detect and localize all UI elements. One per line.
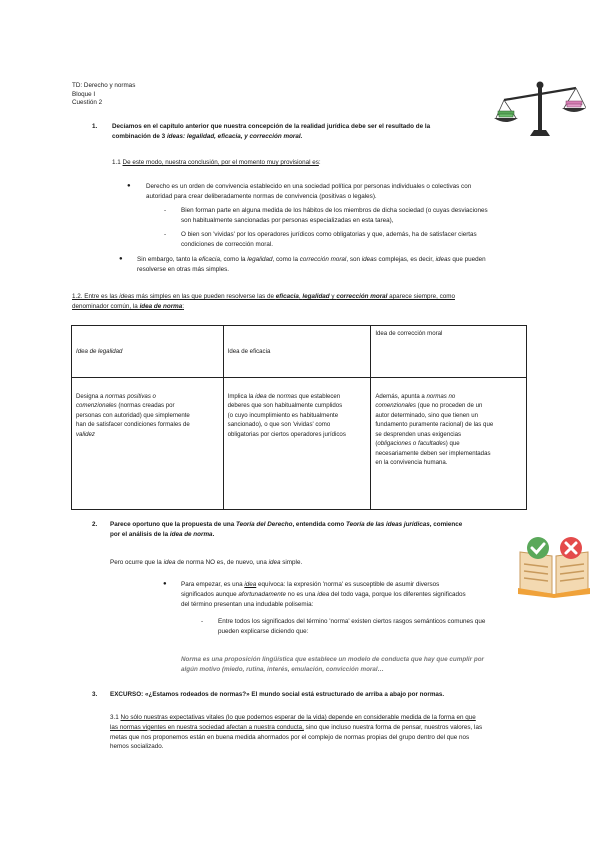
section-2-p2	[110, 558, 302, 568]
header-eficacia: Idea de eficacia	[223, 326, 371, 378]
t-underlined: las normas vigentes en nuestra sociedad afectan a nuestra conducta,	[110, 723, 304, 731]
t-eficacia: eficacia	[198, 256, 220, 263]
subsection-1-2-line2	[72, 302, 532, 312]
l	[228, 392, 367, 401]
t: Sin embargo, tanto la	[137, 256, 199, 263]
definition-bullet	[146, 182, 536, 202]
section-2-line1	[110, 520, 510, 530]
t-afortunadamente: afortunadamente	[238, 590, 287, 598]
t: , comience	[429, 521, 463, 528]
s: (que no proceden de un	[415, 402, 483, 410]
t: no es una	[286, 590, 318, 598]
common-features-bullet	[218, 617, 538, 637]
intro-text: combinación de 3	[112, 132, 167, 140]
t-underlined: No sólo nuestras expectativas vitales (lo que podemos esperar de la vida) depende en considerable medida de la forma en que	[120, 714, 476, 721]
t: , entendida como	[292, 521, 346, 528]
subsection-3-1-line1	[110, 713, 535, 723]
s: Implica la	[227, 393, 256, 400]
scales-of-justice-icon	[494, 80, 586, 140]
bullet-dot: ●	[119, 256, 123, 262]
header-block: Bloque I	[72, 90, 96, 98]
l: se desprenden unas exigencias	[375, 430, 462, 438]
sub-bullet-2-line1: O bien son 'vividas' por los operadores jurídicos como obligatorias y que, además, ha de satisfacer ciertas	[181, 231, 477, 238]
subsection-1-1-colon: :	[318, 159, 321, 166]
l: personas con autoridad) que simplemente	[76, 411, 190, 419]
t: del todo vaga, porque los diferentes significados	[329, 590, 466, 598]
t: simple.	[280, 559, 303, 566]
s: (normas creadas por	[116, 402, 175, 410]
t: :	[182, 302, 185, 310]
s: comenzionales	[76, 402, 117, 410]
s: normas no	[426, 393, 456, 400]
t-idea: idea	[268, 559, 281, 566]
t: por el análisis de la	[110, 530, 170, 538]
l: sancionado), o que son 'vividas' como	[227, 421, 331, 429]
l: (o cuyo incumplimiento es habitualmente	[227, 411, 339, 419]
norm-definition-quote	[181, 655, 526, 675]
h: de	[87, 347, 99, 355]
l: autor determinado, sino que tienen un	[375, 411, 478, 419]
t: 1.2. Entre es las	[72, 293, 120, 300]
t: y	[329, 293, 337, 300]
header-correccion-moral: Idea de corrección moral	[371, 326, 527, 378]
subsection-1-2-line1	[72, 292, 532, 302]
section-3-number: 3.	[92, 691, 98, 698]
subsection-3-1	[110, 713, 535, 752]
t-idea: idea	[244, 581, 257, 588]
s: idea	[255, 393, 267, 400]
common-features-line2: pueden explicarse diciendo que:	[218, 627, 309, 635]
subsection-3-1-line3: metas que nos proponemos están en buena medida ahormados por el complejo de normas propias del grupo dentro del que nos	[110, 733, 470, 741]
t: que pueden	[450, 256, 486, 263]
sub-bullet-2	[181, 230, 531, 250]
t: denominador común, la	[72, 302, 140, 310]
subsection-1-2	[72, 292, 532, 312]
s: de	[266, 393, 277, 400]
common-features-line1: Entre todos los significados del término 'norma' existen ciertos rasgos semánticos comunes que	[218, 618, 486, 625]
section-3-title: EXCURSO: «¿Estamos rodeados de normas?» El mundo social está estructurado de arriba a abajo por normas.	[110, 691, 445, 698]
t: Parece oportuno que la propuesta de una	[110, 521, 236, 528]
quote-line2: algún motivo (miedo, rutina, interés, emulación, convicción moral…	[181, 665, 384, 673]
section-1-intro-line1: Decíamos en el capítulo anterior que nuestra concepción de la realidad jurídica debe ser el resultado de la	[112, 123, 431, 130]
header-legalidad	[72, 326, 224, 378]
t-teoria-derecho: Teoría del Derecho	[235, 521, 293, 528]
sub-bullet-1-line1: Bien forman parte en alguna medida de los hábitos de los miembros de dicha sociedad (o cuyas desviaciones	[181, 207, 488, 214]
l	[375, 401, 522, 410]
t-idea: idea	[317, 590, 330, 598]
t-correccion: corrección moral	[336, 293, 388, 300]
t: ,	[298, 293, 303, 300]
equivocal-line1	[181, 580, 521, 590]
t-correccion: corrección moral	[299, 256, 347, 263]
section-1-number: 1.	[92, 123, 98, 130]
definition-line1: Derecho es un orden de convivencia establecido en una sociedad política por personas individuales o colectivas con	[146, 183, 472, 190]
h: Idea	[76, 347, 88, 355]
t-legalidad: legalidad	[247, 256, 273, 263]
header-title: TD: Derecho y normas	[72, 82, 136, 89]
t: más simples en las que pueden resolverse las de	[134, 293, 276, 300]
t: complejas, es decir,	[376, 256, 436, 263]
l	[375, 439, 522, 448]
s: ) que	[445, 440, 460, 448]
s: (	[375, 440, 378, 448]
cell-correccion-moral	[371, 378, 527, 510]
equivocal-line3: del término presentan una indudable polisemia:	[181, 600, 314, 608]
complex-ideas-bullet	[137, 255, 532, 275]
t-legalidad: legalidad	[302, 293, 330, 300]
cell-legalidad	[72, 378, 224, 510]
l	[375, 392, 522, 401]
equivocal-bullet	[181, 580, 521, 609]
t-idea: idea	[163, 559, 176, 566]
l: obligatorias por ciertos operadores jurídicos	[227, 430, 346, 438]
cell-eficacia	[223, 378, 371, 510]
bullet-dot: ●	[163, 581, 167, 587]
l: validez	[76, 430, 95, 438]
l: necesariamente deben ser implementadas	[375, 449, 491, 457]
subsection-1-1-title: De este modo, nuestra conclusión, por el momento muy provisional es	[122, 159, 319, 166]
t: 3.1	[110, 714, 121, 721]
s: comenzionales	[375, 402, 416, 410]
complex-ideas-line1	[137, 255, 532, 265]
t: , como la	[219, 256, 248, 263]
subsection-1-1-number: 1.1	[112, 159, 123, 166]
l: deberes que son habitualmente cumplidos	[227, 402, 343, 410]
t: Para empezar, es una	[181, 581, 245, 588]
section-1-intro	[112, 122, 477, 142]
t-ideas: ideas	[361, 256, 377, 263]
dash: -	[164, 207, 167, 214]
sub-bullet-2-line2: condiciones de corrección moral.	[181, 240, 274, 248]
l: en la convivencia humana.	[375, 459, 448, 467]
t: , como la	[272, 256, 300, 263]
section-2-line2	[110, 530, 510, 540]
section-2-intro	[110, 520, 510, 540]
intro-three-ideas: : legalidad, eficacia, y corrección moral.	[183, 132, 303, 140]
t: equívoca: la expresión 'norma' es susceptible de asumir diversos	[256, 581, 440, 588]
t: significados aunque	[181, 590, 239, 598]
s: que establecen	[297, 393, 341, 400]
l	[76, 392, 219, 401]
t: .	[212, 530, 215, 538]
t: Pero ocurre que la	[110, 559, 164, 566]
quote-line1: Norma es una proposición lingüística que establece un modelo de conducta que hay que cumplir por	[181, 656, 485, 663]
s: Designa a	[76, 393, 106, 400]
definition-line2: autoridad para crear deliberadamente normas de convivencia (positivas o legales).	[146, 192, 377, 200]
s: obligaciones o facultades	[377, 440, 446, 448]
table-body-row	[72, 378, 527, 510]
t: aparece siempre, como	[387, 293, 455, 300]
dash: -	[164, 231, 167, 238]
t-eficacia: eficacia	[275, 293, 299, 300]
book-check-cross-icon	[516, 536, 592, 598]
l: fundamento puramente racional) de las que	[375, 421, 494, 429]
t: sino que incluso nuestra forma de pensar, nuestros valores, las	[303, 723, 483, 731]
h: legalidad	[98, 347, 123, 355]
t-ideas: ideas	[435, 256, 451, 263]
s: normas	[276, 393, 298, 400]
header-question: Cuestión 2	[72, 99, 103, 106]
t-idea-de-norma: idea de norma	[139, 302, 183, 310]
equivocal-line2	[181, 590, 521, 600]
t-teoria-ideas: Teoría de las ideas jurídicas	[345, 521, 430, 528]
l	[76, 401, 219, 410]
subsection-3-1-line4: hemos socializado.	[110, 743, 164, 751]
t-idea-de-norma: idea de norma	[169, 530, 213, 538]
complex-ideas-line2: resolverse en otras más simples.	[137, 265, 230, 273]
sub-bullet-1-line2: son habitualmente sancionadas por personas especializadas en esta tarea),	[181, 216, 394, 224]
dash: -	[201, 618, 204, 625]
sub-bullet-1	[181, 206, 531, 226]
t-ideas: ideas	[119, 293, 135, 300]
section-2-number: 2.	[92, 521, 98, 528]
document-header	[72, 82, 135, 108]
t: de norma NO es, de nuevo, una	[175, 559, 269, 566]
subsection-3-1-line2	[110, 723, 535, 733]
s: normas positivas o	[105, 393, 156, 400]
intro-ideas: ideas	[166, 132, 184, 140]
l: han de satisfacer condiciones formales de	[76, 421, 190, 429]
section-1-intro-line2	[112, 132, 477, 142]
bullet-dot: ●	[127, 183, 131, 189]
table-header-row	[72, 326, 527, 378]
s: Además, apunta a	[375, 393, 427, 400]
subsection-1-1	[112, 158, 321, 168]
ideas-table	[71, 325, 527, 510]
t: , son	[346, 256, 362, 263]
